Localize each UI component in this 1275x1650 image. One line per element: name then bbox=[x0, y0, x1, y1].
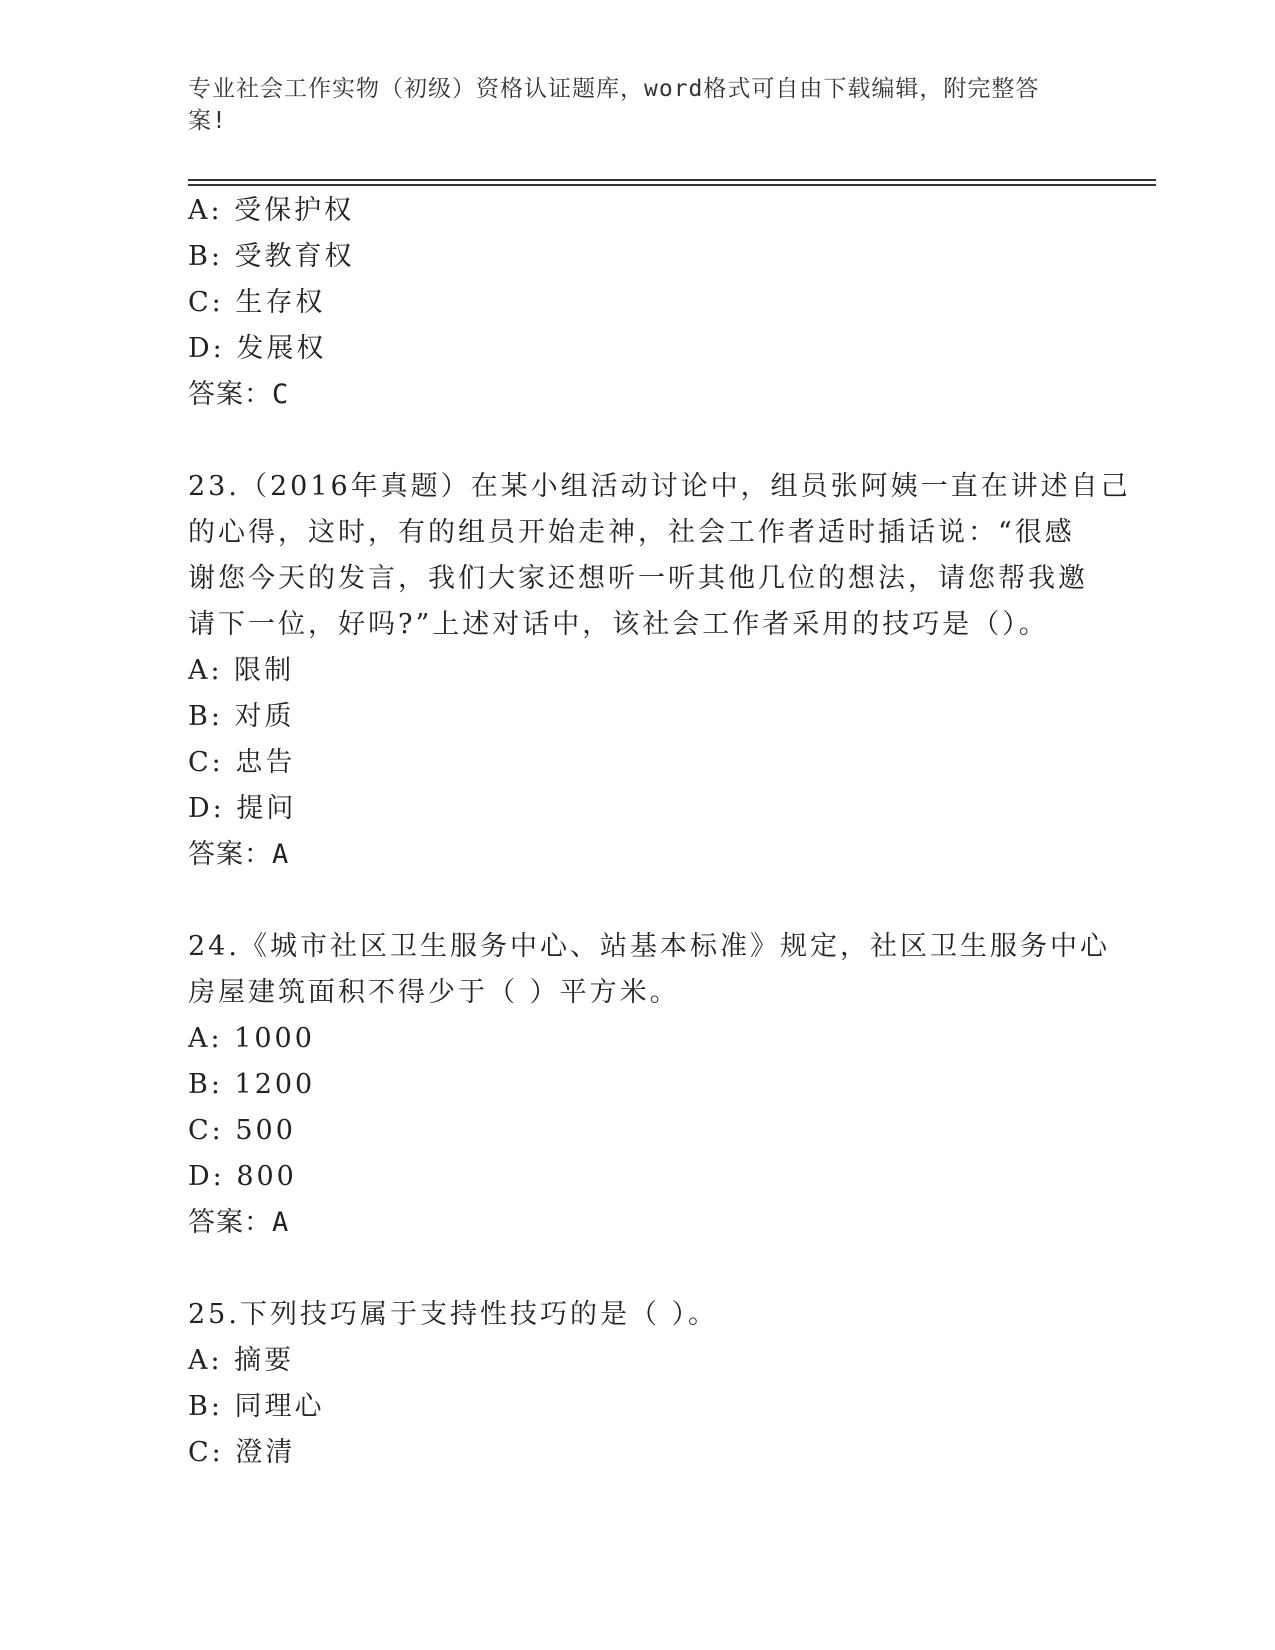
option-b: B: 对质 bbox=[188, 701, 295, 732]
question-text-line: 24.《城市社区卫生服务中心、站基本标准》规定，社区卫生服务中心 bbox=[188, 931, 1110, 962]
answer: 答案：A bbox=[188, 839, 290, 870]
question-text-line: 谢您今天的发言，我们大家还想听一听其他几位的想法，请您帮我邀 bbox=[188, 563, 1088, 594]
header-divider-bottom bbox=[188, 184, 1156, 186]
option-a: A: 1000 bbox=[188, 1023, 315, 1054]
option-d: D: 发展权 bbox=[188, 333, 327, 364]
question-text-line: 的心得，这时，有的组员开始走神，社会工作者适时插话说：“很感 bbox=[188, 517, 1075, 548]
option-d: D: 800 bbox=[188, 1161, 297, 1192]
option-a: A: 受保护权 bbox=[188, 195, 355, 226]
document-body bbox=[188, 188, 1131, 1476]
question-23 bbox=[188, 464, 1131, 878]
option-c: C: 生存权 bbox=[188, 287, 326, 318]
option-a: A: 限制 bbox=[188, 655, 295, 686]
option-a: A: 摘要 bbox=[188, 1345, 295, 1376]
header-line-2: 案! bbox=[188, 108, 227, 134]
option-b: B: 同理心 bbox=[188, 1391, 325, 1422]
answer: 答案：C bbox=[188, 379, 290, 410]
question-text-line: 23.（2016年真题）在某小组活动讨论中，组员张阿姨一直在讲述自己 bbox=[188, 471, 1131, 502]
question-text-line: 25.下列技巧属于支持性技巧的是（ ）。 bbox=[188, 1299, 719, 1330]
option-c: C: 500 bbox=[188, 1115, 296, 1146]
answer: 答案：A bbox=[188, 1207, 290, 1238]
option-c: C: 忠告 bbox=[188, 747, 296, 778]
question-text-line: 房屋建筑面积不得少于（ ）平方米。 bbox=[188, 977, 680, 1008]
header-divider-top bbox=[188, 179, 1156, 181]
option-d: D: 提问 bbox=[188, 793, 297, 824]
option-b: B: 1200 bbox=[188, 1069, 316, 1100]
question-text-line: 请下一位，好吗?”上述对话中，该社会工作者采用的技巧是（）。 bbox=[188, 609, 1049, 640]
document-header bbox=[188, 73, 1068, 137]
option-c: C: 澄清 bbox=[188, 1437, 296, 1468]
option-b: B: 受教育权 bbox=[188, 241, 355, 272]
header-line-1: 专业社会工作实物（初级）资格认证题库，word格式可自由下载编辑，附完整答 bbox=[188, 76, 1040, 102]
question-24 bbox=[188, 924, 1110, 1246]
question-22 bbox=[188, 188, 1088, 418]
question-25 bbox=[188, 1292, 1088, 1476]
